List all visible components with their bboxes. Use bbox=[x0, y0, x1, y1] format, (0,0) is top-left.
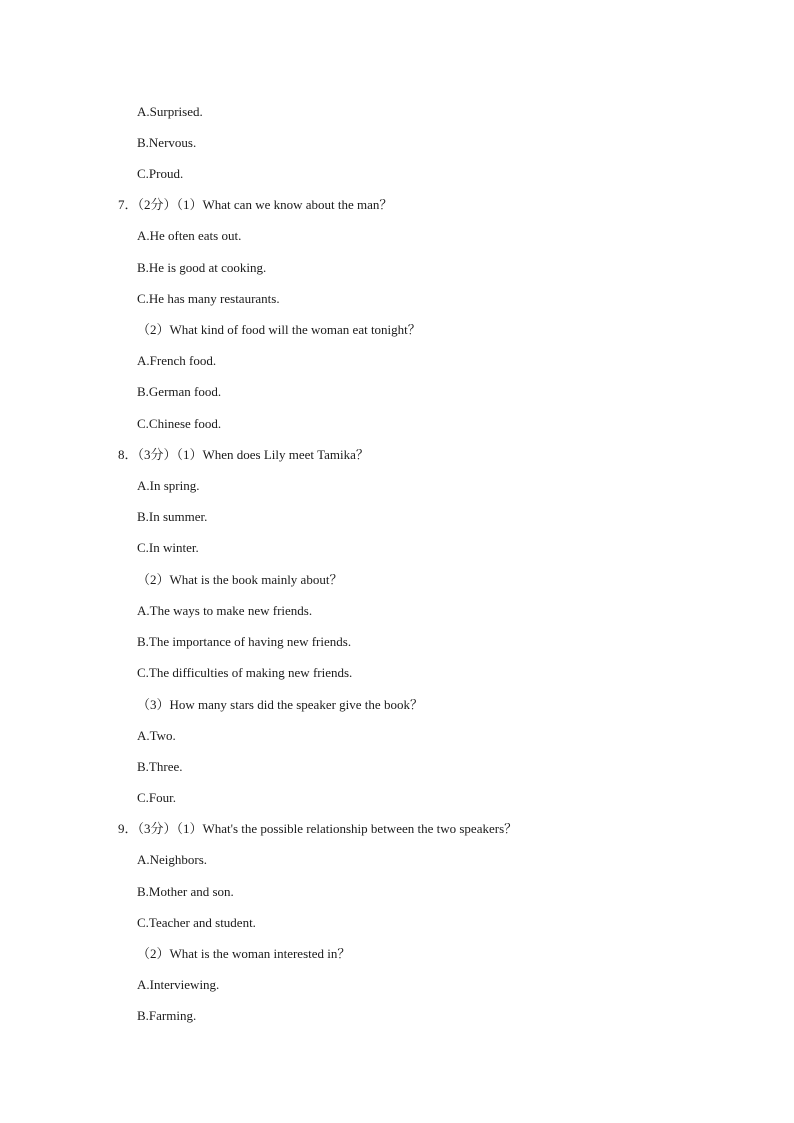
question-9-2: （2）What is the woman interested in？ bbox=[137, 946, 351, 961]
option-8-3-b: B.Three. bbox=[137, 759, 183, 774]
option-6-3-a: A.Surprised. bbox=[137, 104, 203, 119]
option-7-1-b: B.He is good at cooking. bbox=[137, 260, 267, 275]
option-7-1-c: C.He has many restaurants. bbox=[137, 291, 280, 306]
option-7-2-c: C.Chinese food. bbox=[137, 416, 222, 431]
option-7-2-b: B.German food. bbox=[137, 384, 222, 399]
option-8-3-c: C.Four. bbox=[137, 790, 177, 805]
question-8-3: （3）How many stars did the speaker give the book？ bbox=[137, 697, 423, 712]
option-9-2-a: A.Interviewing. bbox=[137, 977, 220, 992]
option-6-3-b: B.Nervous. bbox=[137, 135, 197, 150]
question-7-2: （2）What kind of food will the woman eat tonight？ bbox=[137, 322, 421, 337]
option-7-2-a: A.French food. bbox=[137, 353, 217, 368]
question-9-1: 9．（3分）（1）What's the possible relationship between the two speakers？ bbox=[118, 821, 518, 836]
option-9-1-c: C.Teacher and student. bbox=[137, 915, 256, 930]
option-6-3-c: C.Proud. bbox=[137, 166, 184, 181]
option-8-1-c: C.In winter. bbox=[137, 540, 199, 555]
question-8-2: （2）What is the book mainly about？ bbox=[137, 572, 343, 587]
option-8-1-a: A.In spring. bbox=[137, 478, 200, 493]
option-8-1-b: B.In summer. bbox=[137, 509, 208, 524]
option-8-2-a: A.The ways to make new friends. bbox=[137, 603, 313, 618]
option-8-2-c: C.The difficulties of making new friends. bbox=[137, 665, 353, 680]
question-7-1: 7．（2分）（1）What can we know about the man？ bbox=[118, 197, 393, 212]
option-8-2-b: B.The importance of having new friends. bbox=[137, 634, 352, 649]
option-8-3-a: A.Two. bbox=[137, 728, 176, 743]
option-9-1-a: A.Neighbors. bbox=[137, 852, 208, 867]
option-9-2-b: B.Farming. bbox=[137, 1008, 197, 1023]
option-9-1-b: B.Mother and son. bbox=[137, 884, 234, 899]
question-8-1: 8．（3分）（1）When does Lily meet Tamika？ bbox=[118, 447, 369, 462]
option-7-1-a: A.He often eats out. bbox=[137, 228, 242, 243]
